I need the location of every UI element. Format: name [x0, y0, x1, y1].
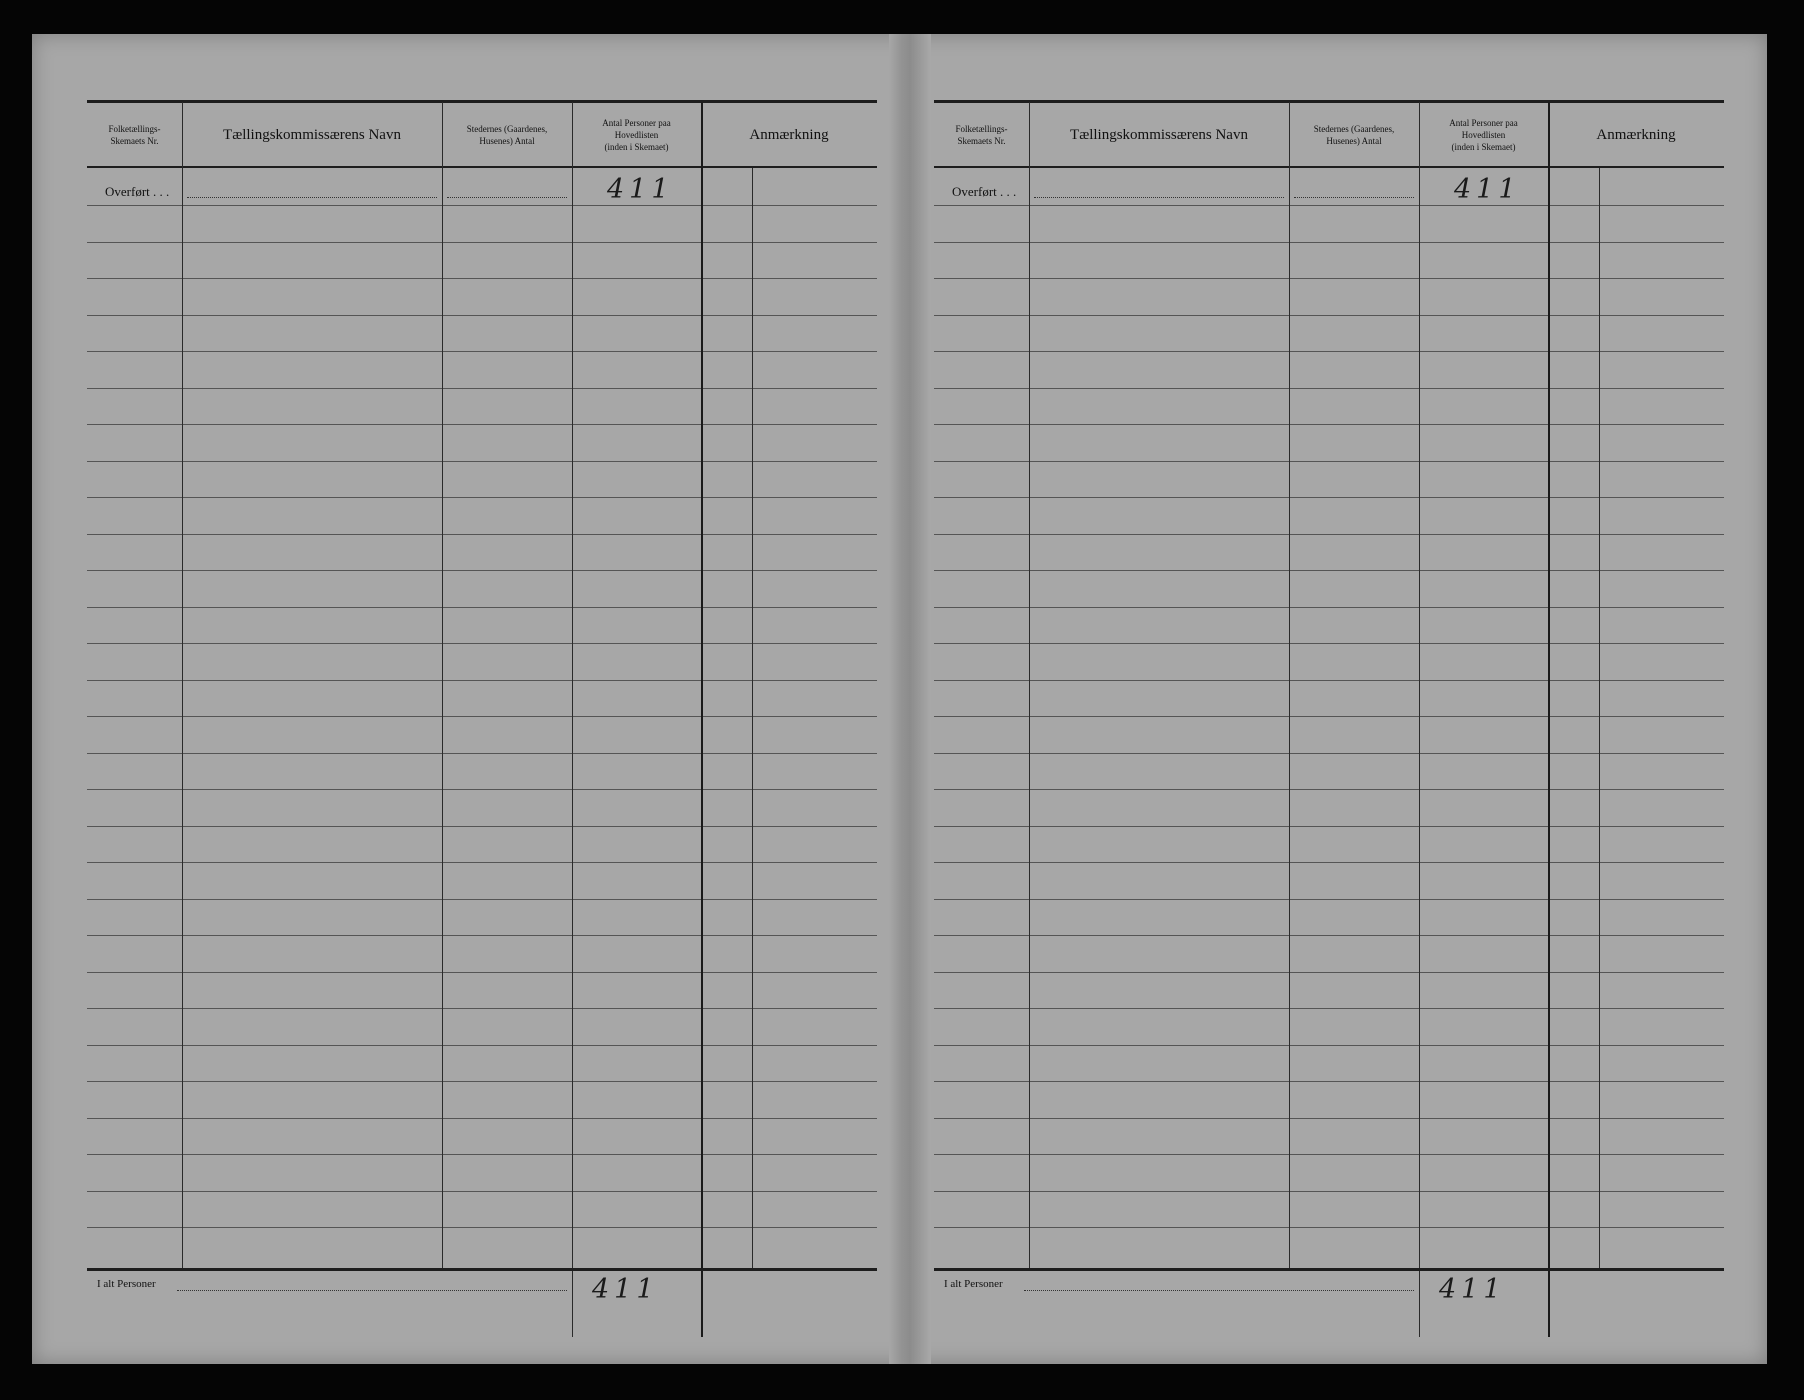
- row-rule: [87, 972, 877, 973]
- header-rule: [934, 166, 1724, 168]
- header-places-count: Stedernes (Gaardenes, Husenes) Antal: [466, 124, 548, 146]
- row-rule: [87, 607, 877, 608]
- row-rule: [87, 643, 877, 644]
- row-rule: [87, 497, 877, 498]
- row-rule: [934, 607, 1724, 608]
- top-rule: [87, 100, 877, 103]
- total-value: 411: [1439, 1274, 1506, 1305]
- dotted-leader: [1034, 197, 1284, 198]
- bottom-rule: [87, 1268, 877, 1271]
- row-rule: [87, 899, 877, 900]
- row-rule: [87, 1081, 877, 1082]
- total-label: I alt Personer: [944, 1278, 1003, 1290]
- header-remarks: Anmærkning: [749, 126, 829, 143]
- dotted-leader: [447, 197, 567, 198]
- row-rule: [934, 643, 1724, 644]
- right-page: [934, 34, 1724, 1364]
- column-divider: [752, 168, 753, 1268]
- header-places-count: Stedernes (Gaardenes, Husenes) Antal: [1313, 124, 1395, 146]
- carry-forward-value: 411: [607, 174, 674, 205]
- row-rule: [87, 753, 877, 754]
- row-rule: [934, 1227, 1724, 1228]
- row-rule: [934, 461, 1724, 462]
- header-schedule-number: Folketællings- Skemaets Nr.: [108, 124, 161, 146]
- row-rule: [934, 388, 1724, 389]
- carry-forward-label: Overført . . .: [952, 184, 1017, 199]
- header-persons-count: Antal Personer paa Hovedlisten (inden i Skemaet): [1449, 118, 1518, 152]
- row-rule: [87, 461, 877, 462]
- row-rule: [87, 242, 877, 243]
- row-rule: [87, 1045, 877, 1046]
- row-rule: [934, 935, 1724, 936]
- row-rule: [934, 1081, 1724, 1082]
- row-rule: [934, 826, 1724, 827]
- row-rule: [87, 534, 877, 535]
- row-rule: [87, 862, 877, 863]
- row-rule: [934, 1191, 1724, 1192]
- total-label: I alt Personer: [97, 1278, 156, 1290]
- row-rule: [934, 278, 1724, 279]
- row-rule: [87, 205, 877, 206]
- header-rule: [87, 166, 877, 168]
- row-rule: [87, 935, 877, 936]
- row-rule: [934, 1008, 1724, 1009]
- row-rule: [934, 789, 1724, 790]
- dotted-leader: [187, 197, 437, 198]
- row-rule: [934, 862, 1724, 863]
- row-rule: [934, 753, 1724, 754]
- census-form-spread: [32, 34, 1767, 1364]
- column-divider: [701, 102, 703, 1337]
- total-value: 411: [592, 1274, 659, 1305]
- header-commissioner-name: Tællingskommissærens Navn: [223, 126, 401, 143]
- left-page: [87, 34, 877, 1364]
- row-rule: [87, 789, 877, 790]
- row-rule: [87, 570, 877, 571]
- row-rule: [934, 242, 1724, 243]
- column-divider: [442, 102, 443, 1270]
- row-rule: [87, 278, 877, 279]
- row-rule: [934, 534, 1724, 535]
- dotted-leader: [1294, 197, 1414, 198]
- row-rule: [87, 388, 877, 389]
- column-divider: [1548, 102, 1550, 1337]
- row-rule: [87, 1154, 877, 1155]
- dotted-leader: [177, 1290, 567, 1291]
- row-rule: [934, 424, 1724, 425]
- column-divider: [1599, 168, 1600, 1268]
- row-rule: [934, 1045, 1724, 1046]
- header-commissioner-name: Tællingskommissærens Navn: [1070, 126, 1248, 143]
- column-divider: [1419, 102, 1420, 1337]
- row-rule: [87, 680, 877, 681]
- row-rule: [934, 1154, 1724, 1155]
- page-fold: [889, 34, 931, 1364]
- row-rule: [87, 424, 877, 425]
- row-rule: [87, 315, 877, 316]
- dotted-leader: [1024, 1290, 1414, 1291]
- column-divider: [182, 102, 183, 1270]
- row-rule: [87, 826, 877, 827]
- row-rule: [87, 351, 877, 352]
- top-rule: [934, 100, 1724, 103]
- row-rule: [934, 205, 1724, 206]
- header-remarks: Anmærkning: [1596, 126, 1676, 143]
- row-rule: [934, 351, 1724, 352]
- row-rule: [934, 1118, 1724, 1119]
- row-rule: [934, 972, 1724, 973]
- column-divider: [1289, 102, 1290, 1270]
- column-divider: [1029, 102, 1030, 1270]
- row-rule: [87, 716, 877, 717]
- carry-forward-label: Overført . . .: [105, 184, 170, 199]
- row-rule: [934, 680, 1724, 681]
- row-rule: [934, 716, 1724, 717]
- row-rule: [934, 315, 1724, 316]
- row-rule: [934, 570, 1724, 571]
- header-schedule-number: Folketællings- Skemaets Nr.: [955, 124, 1008, 146]
- row-rule: [934, 899, 1724, 900]
- bottom-rule: [934, 1268, 1724, 1271]
- carry-forward-value: 411: [1454, 174, 1521, 205]
- row-rule: [87, 1118, 877, 1119]
- row-rule: [87, 1227, 877, 1228]
- column-divider: [572, 102, 573, 1337]
- row-rule: [934, 497, 1724, 498]
- row-rule: [87, 1008, 877, 1009]
- header-persons-count: Antal Personer paa Hovedlisten (inden i Skemaet): [602, 118, 671, 152]
- row-rule: [87, 1191, 877, 1192]
